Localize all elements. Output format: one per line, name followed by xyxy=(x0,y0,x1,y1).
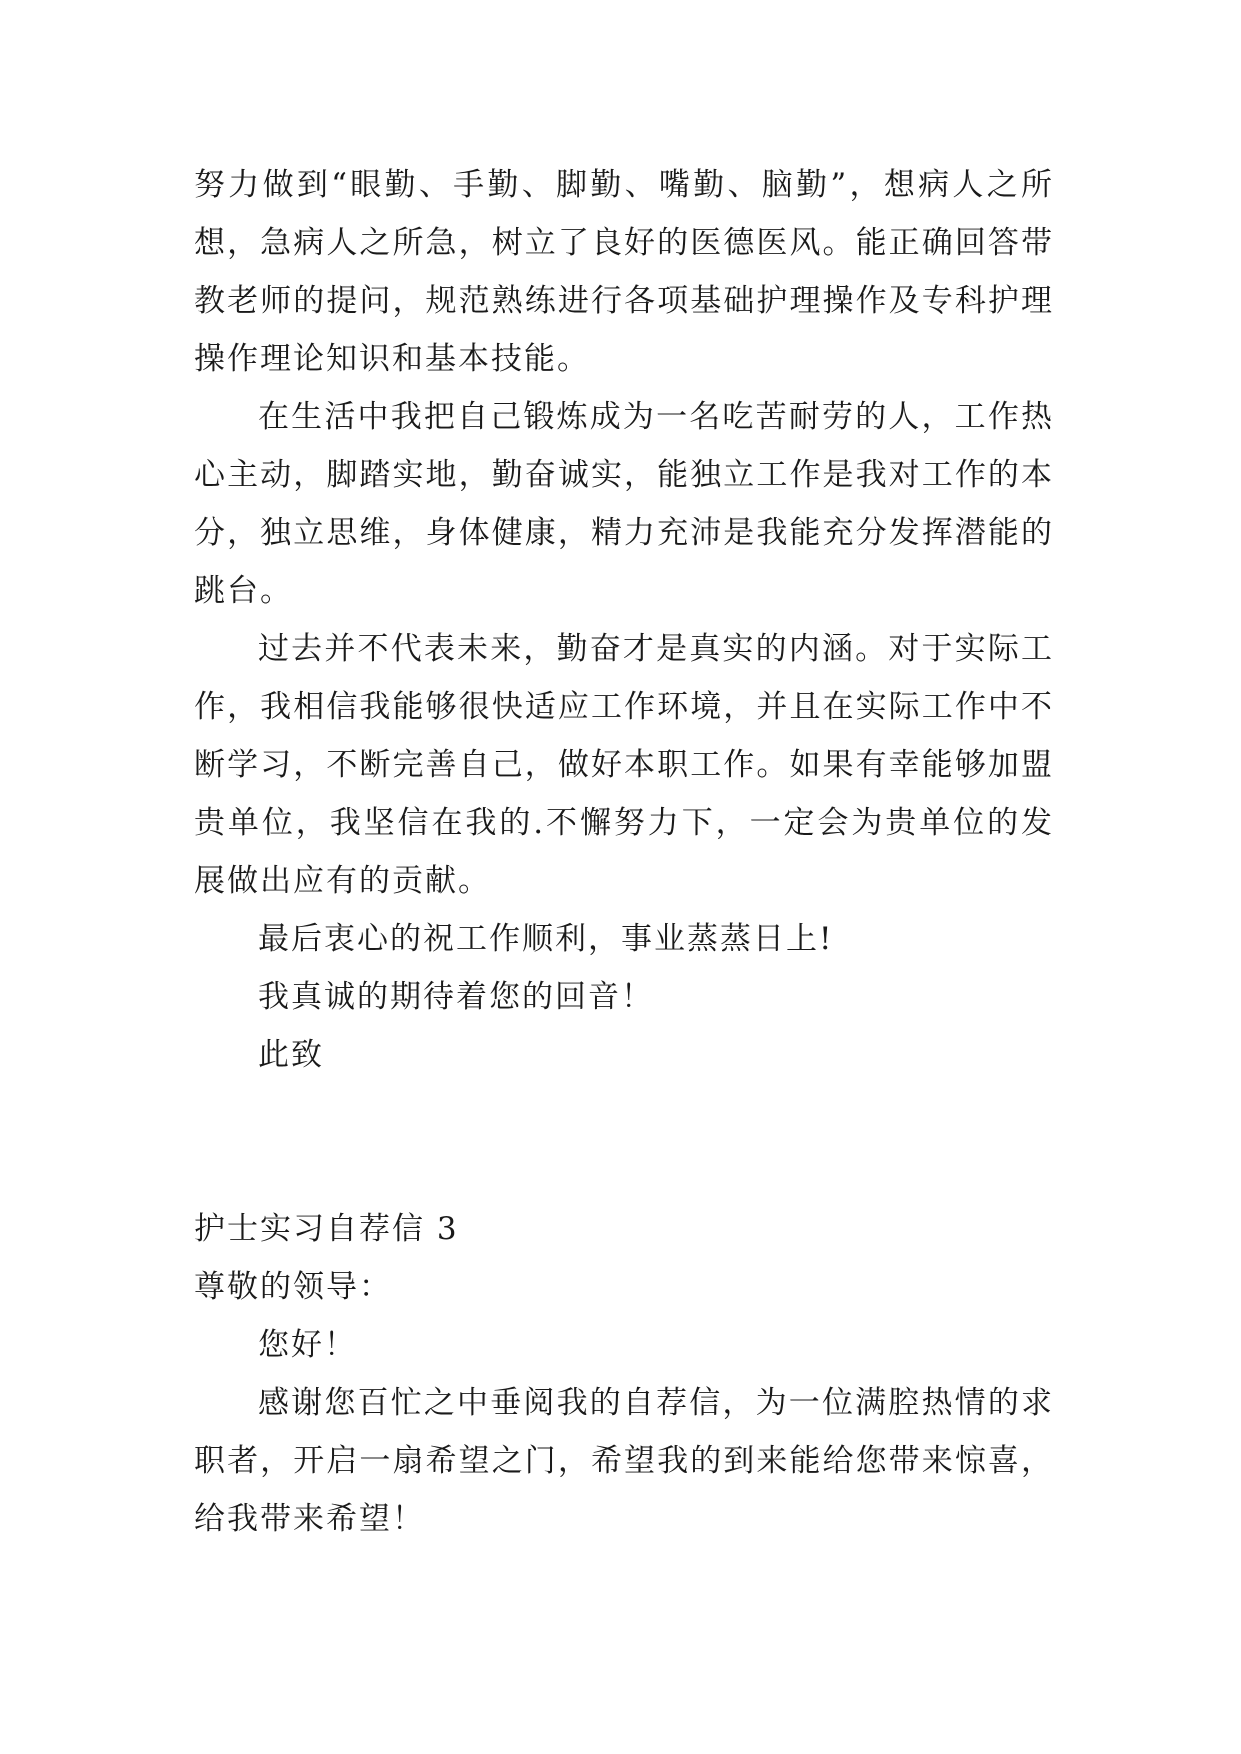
letter-3-body-line-2: 职者，开启一扇希望之门，希望我的到来能给您带来惊喜， xyxy=(194,1443,1054,1479)
letter-3-title: 护士实习自荐信 3 xyxy=(194,1211,459,1247)
paragraph-1-line-3: 教老师的提问，规范熟练进行各项基础护理操作及专科护理 xyxy=(194,283,1054,319)
paragraph-2-line-3: 分，独立思维，身体健康，精力充沛是我能充分发挥潜能的 xyxy=(194,515,1054,551)
paragraph-3-line-3: 断学习，不断完善自己，做好本职工作。如果有幸能够加盟 xyxy=(194,747,1054,783)
letter-3-body-line-3: 给我带来希望！ xyxy=(194,1501,425,1537)
paragraph-2-line-1: 在生活中我把自己锻炼成为一名吃苦耐劳的人，工作热 xyxy=(258,399,1054,435)
closing-regards: 此致 xyxy=(258,1037,324,1073)
closing-wish: 最后衷心的祝工作顺利，事业蒸蒸日上! xyxy=(258,921,834,957)
paragraph-3-line-4: 贵单位，我坚信在我的.不懈努力下，一定会为贵单位的发 xyxy=(194,805,1054,841)
paragraph-1-line-1: 努力做到“眼勤、手勤、脚勤、嘴勤、脑勤”，想病人之所 xyxy=(194,167,1054,203)
letter-3-salutation: 尊敬的领导： xyxy=(194,1269,392,1305)
closing-await: 我真诚的期待着您的回音！ xyxy=(258,979,654,1015)
letter-3-body-line-1: 感谢您百忙之中垂阅我的自荐信，为一位满腔热情的求 xyxy=(258,1385,1054,1421)
paragraph-1-line-2: 想，急病人之所急，树立了良好的医德医风。能正确回答带 xyxy=(194,225,1054,261)
paragraph-2-line-4: 跳台。 xyxy=(194,573,293,609)
paragraph-1-line-4: 操作理论知识和基本技能。 xyxy=(194,341,590,377)
paragraph-2-line-2: 心主动，脚踏实地，勤奋诚实，能独立工作是我对工作的本 xyxy=(194,457,1054,493)
letter-3-greeting: 您好！ xyxy=(258,1327,357,1363)
paragraph-3-line-1: 过去并不代表未来，勤奋才是真实的内涵。对于实际工 xyxy=(258,631,1054,667)
paragraph-3-line-2: 作，我相信我能够很快适应工作环境，并且在实际工作中不 xyxy=(194,689,1054,725)
paragraph-3-line-5: 展做出应有的贡献。 xyxy=(194,863,491,899)
